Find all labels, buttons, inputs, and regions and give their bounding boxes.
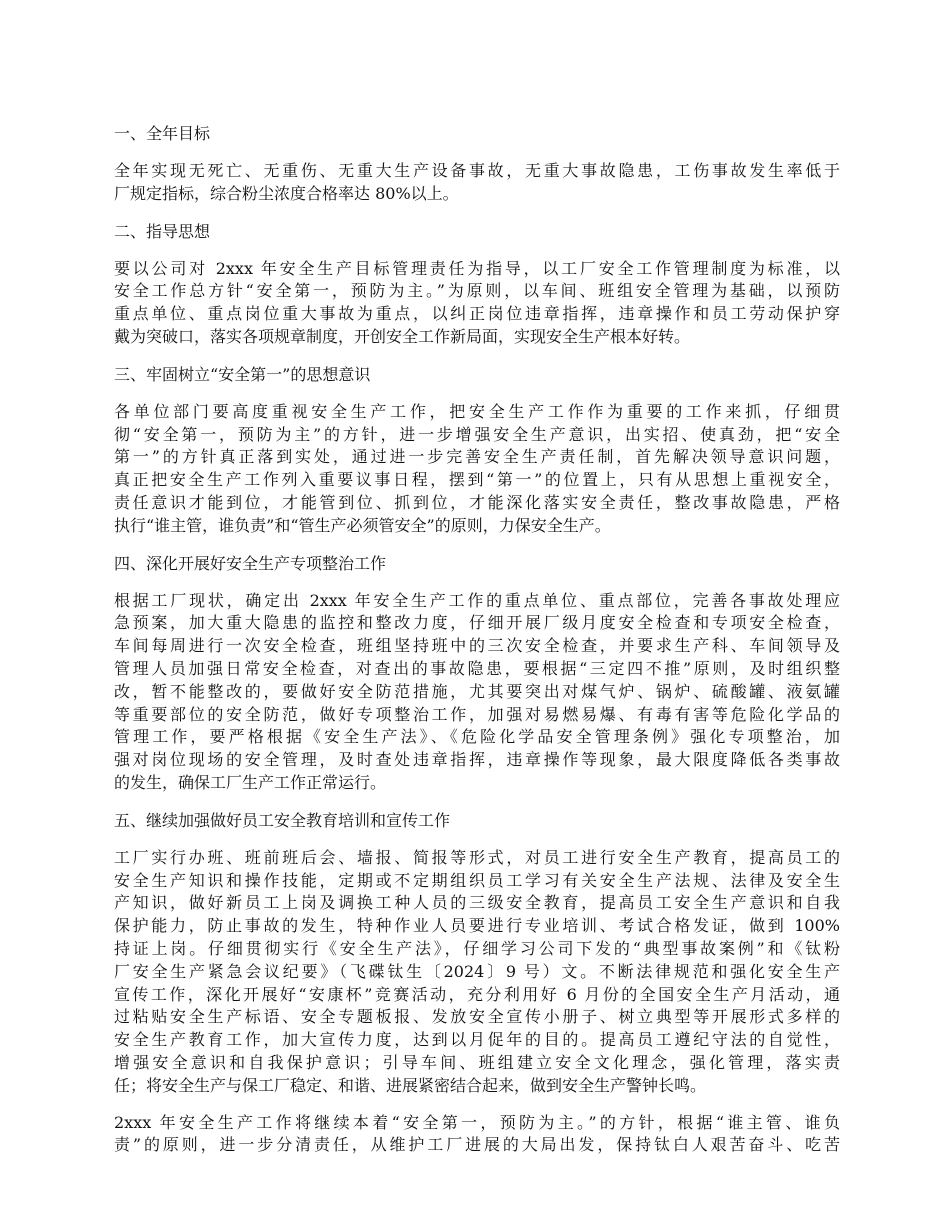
text-line: 管理工作，要严格根据《安全生产法》、《危险化学品安全管理条例》强化专项整治，加	[114, 727, 840, 747]
text-line: 责任意识才能到位，才能管到位、抓到位，才能深化落实安全责任，整改事故隐患，严格	[114, 492, 840, 512]
text-line: 厂规定指标，综合粉尘浓度合格率达 80%以上。	[114, 183, 459, 203]
section-heading-goals: 一、全年目标	[114, 124, 211, 143]
section-body-education-training	[114, 847, 840, 1098]
section-heading-special-rectification: 四、深化开展好安全生产专项整治工作	[114, 553, 387, 573]
text-line: 彻“安全第一，预防为主”的方针，进一步增强安全生产意识，出实招、使真劲，把“安全	[114, 424, 840, 444]
text-line: 工厂实行办班、班前班后会、墙报、简报等形式，对员工进行安全生产教育，提高员工的	[114, 847, 840, 867]
text-line: 急预案，加大重大隐患的监控和整改力度，仔细开展厂级月度安全检查和专项安全检查，	[114, 613, 840, 633]
text-line: 全年实现无死亡、无重伤、无重大生产设备事故，无重大事故隐患，工伤事故发生率低于	[114, 161, 840, 180]
text-line: 车间每周进行一次安全检查，班组坚持班中的三次安全检查，并要求生产科、车间领导及	[114, 636, 840, 656]
text-line: 安全工作总方针“安全第一，预防为主。”为原则，以车间、班组安全管理为基础，以预防	[114, 281, 840, 301]
text-line: 第一”的方针真正落到实处，通过进一步完善安全生产责任制，首先解决领导意识问题，	[114, 447, 840, 467]
section-heading-education-training: 五、继续加强做好员工安全教育培训和宣传工作	[114, 810, 451, 830]
text-line: 宣传工作，深化开展好“安康杯”竞赛活动，充分利用好 6 月份的全国安全生产月活动，通	[114, 984, 840, 1004]
text-line: 责”的原则，进一步分清责任，从维护工厂进展的大局出发，保持钛白人艰苦奋斗、吃苦	[114, 1135, 840, 1155]
section-body-conclusion	[114, 1112, 840, 1158]
section-body-special-rectification	[114, 590, 840, 795]
text-line: 的发生，确保工厂生产工作正常运行。	[114, 772, 387, 792]
text-line: 各单位部门要高度重视安全生产工作，把安全生产工作作为重要的工作来抓，仔细贯	[114, 401, 840, 421]
text-line: 管理人员加强日常安全检查，对查出的事故隐患，要根据“三定四不推”原则，及时组织整	[114, 658, 840, 678]
text-line: 增强安全意识和自我保护意识；引导车间、班组建立安全文化理念，强化管理，落实责	[114, 1052, 840, 1072]
text-line: 戴为突破口，落实各项规章制度，开创安全工作新局面，实现安全生产根本好转。	[114, 326, 691, 346]
text-line: 强对岗位现场的安全管理，及时查处违章指挥，违章操作等现象，最大限度降低各类事故	[114, 750, 840, 770]
text-line: 真正把安全生产工作列入重要议事日程，摆到“第一”的位置上，只有从思想上重视安全，	[114, 470, 840, 490]
text-line: 任；将安全生产与保工厂稳定、和谐、进展紧密结合起来，做到安全生产警钟长鸣。	[114, 1075, 707, 1095]
text-line: 过粘贴安全生产标语、安全专题板报、发放安全宣传小册子、树立典型等开展形式多样的	[114, 1007, 840, 1027]
text-line: 2xxx 年安全生产工作将继续本着“安全第一，预防为主。”的方针，根据“谁主管、谁负	[114, 1112, 840, 1132]
text-line: 厂安全生产紧急会议纪要》（飞碟钛生〔2024〕9 号）文。不断法律规范和强化安全生产	[114, 961, 840, 981]
text-line: 根据工厂现状，确定出 2xxx 年安全生产工作的重点单位、重点部位，完善各事故处理应	[114, 590, 840, 610]
text-line: 安全生产教育工作，加大宣传力度，达到以月促年的目的。提高员工遵纪守法的自觉性，	[114, 1030, 840, 1050]
section-body-goals	[114, 160, 840, 206]
document-page	[114, 122, 840, 1171]
text-line: 改，暂不能整改的，要做好安全防范措施，尤其要突出对煤气炉、锅炉、硫酸罐、液氨罐	[114, 681, 840, 701]
section-body-safety-first	[114, 401, 840, 538]
section-heading-guiding-thought: 二、指导思想	[114, 221, 211, 241]
text-line: 执行“谁主管，谁负责”和“管生产必须管安全”的原则，力保安全生产。	[114, 515, 611, 535]
text-line: 安全生产知识和操作技能，定期或不定期组织员工学习有关安全生产法规、法律及安全生	[114, 870, 840, 890]
section-heading-safety-first: 三、牢固树立“安全第一”的思想意识	[114, 364, 371, 384]
text-line: 要以公司对 2xxx 年安全生产目标管理责任为指导，以工厂安全工作管理制度为标准，以	[114, 258, 840, 278]
text-line: 等重要部位的安全防范，做好专项整治工作，加强对易燃易爆、有毒有害等危险化学品的	[114, 704, 840, 724]
section-body-guiding-thought	[114, 258, 840, 349]
text-line: 重点单位、重点岗位重大事故为重点，以纠正岗位违章指挥，违章操作和员工劳动保护穿	[114, 304, 840, 324]
text-line: 产知识，做好新员工上岗及调换工种人员的三级安全教育，提高员工安全生产意识和自我	[114, 893, 840, 913]
text-line: 保护能力，防止事故的发生，特种作业人员要进行专业培训、考试合格发证，做到 100%	[114, 916, 840, 936]
text-line: 持证上岗。仔细贯彻实行《安全生产法》，仔细学习公司下发的“典型事故案例”和《钛粉	[114, 938, 840, 958]
